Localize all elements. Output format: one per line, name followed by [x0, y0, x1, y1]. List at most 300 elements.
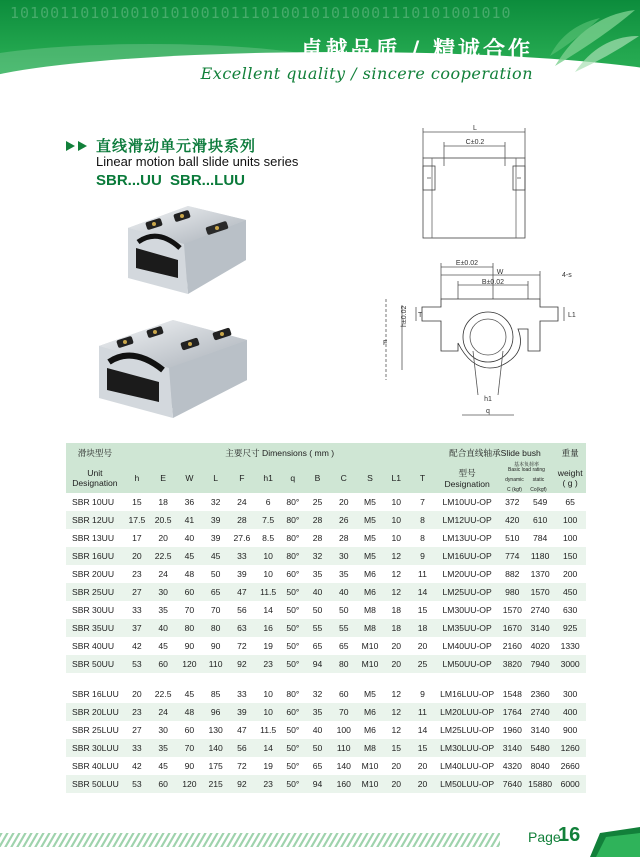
table-cell: 6 — [265, 497, 271, 507]
col-L: L — [203, 463, 229, 493]
table-cell: 18 — [391, 605, 402, 615]
table-cell: 20 — [391, 761, 402, 771]
table-cell: 96 — [210, 707, 221, 717]
banner-title-cn: 卓越品质 / 精诚合作 — [300, 37, 533, 63]
table-cell: 56 — [237, 605, 247, 615]
front-view-diagram — [378, 255, 578, 425]
table-cell: 8 — [420, 515, 425, 525]
table-cell: 27.6 — [233, 533, 251, 543]
table-cell: 20 — [132, 689, 142, 699]
table-cell: M6 — [364, 725, 376, 735]
table-cell: 65 — [312, 641, 323, 651]
table-cell: 94 — [312, 779, 323, 789]
table-cell: 39 — [210, 515, 221, 525]
table-cell: 19 — [263, 761, 273, 771]
table-cell: 45 — [184, 689, 195, 699]
table-cell: 26 — [338, 515, 349, 525]
table-cell: 1260 — [560, 743, 580, 753]
table-cell: 30 — [158, 587, 168, 597]
table-cell: 510 — [505, 533, 520, 543]
table-cell: 23 — [132, 707, 142, 717]
table-cell: 70 — [210, 605, 221, 615]
table-cell: 60° — [286, 569, 300, 579]
table-cell: 20 — [417, 779, 428, 789]
table-cell: 22.5 — [154, 689, 172, 699]
table-cell: 20.5 — [154, 515, 172, 525]
table-cell: 10 — [263, 551, 273, 561]
table-cell: LM35UU-OP — [442, 623, 492, 633]
table-cell: 90 — [210, 641, 221, 651]
table-cell: 50° — [286, 761, 300, 771]
table-cell: 17.5 — [128, 515, 146, 525]
table-row — [66, 547, 586, 565]
unit-designation-cell: SBR 25LUU — [72, 725, 119, 735]
header-model-en1: Unit — [87, 468, 103, 478]
table-cell: LM25LUU-OP — [440, 725, 495, 735]
table-cell: 200 — [562, 569, 578, 579]
dim-h1: h1 — [484, 396, 492, 403]
table-cell: 11.5 — [260, 587, 277, 597]
dim-S: 4-s — [562, 272, 572, 279]
table-cell: 40 — [158, 623, 168, 633]
table-cell: 1370 — [530, 569, 550, 579]
table-cell: 2740 — [530, 707, 550, 717]
table-cell: 80° — [286, 515, 300, 525]
table-cell: 8 — [420, 533, 425, 543]
table-cell: 60 — [158, 659, 168, 669]
table-cell: 1570 — [530, 587, 550, 597]
table-cell: 15 — [417, 743, 428, 753]
unit-designation-cell: SBR 30LUU — [72, 743, 119, 753]
table-cell: 3820 — [502, 659, 522, 669]
col-E: E — [150, 463, 176, 493]
table-cell: 10 — [263, 707, 273, 717]
table-cell: 70 — [338, 707, 349, 717]
table-cell: 30 — [158, 725, 168, 735]
table-cell: 1670 — [502, 623, 522, 633]
table-cell: 16 — [263, 623, 273, 633]
dim-q: q — [486, 408, 490, 415]
table-cell: 50° — [286, 641, 300, 651]
table-cell: M8 — [364, 623, 376, 633]
table-cell: 45 — [158, 641, 168, 651]
table-cell: M10 — [361, 779, 379, 789]
table-cell: 18 — [391, 623, 402, 633]
table-cell: 11.5 — [260, 725, 277, 735]
page-label: Page — [528, 829, 561, 845]
table-cell: 1764 — [502, 707, 522, 717]
table-cell: LM16LUU-OP — [440, 689, 495, 699]
col-q: q — [281, 463, 304, 493]
table-cell: M10 — [361, 641, 379, 651]
table-gap — [66, 673, 586, 685]
table-cell: 450 — [562, 587, 578, 597]
table-cell: 35 — [158, 605, 168, 615]
table-cell: 40 — [312, 725, 323, 735]
table-cell: 17 — [132, 533, 142, 543]
table-cell: 28 — [312, 515, 323, 525]
table-cell: 50 — [338, 605, 349, 615]
table-cell: 65 — [565, 497, 575, 507]
unit-designation-cell: SBR 20LUU — [72, 707, 119, 717]
leaves-icon — [545, 6, 640, 76]
header-slide-bush: 配合直线轴承Slide bush — [436, 443, 555, 463]
header-weight-cn: 重量 — [554, 443, 586, 463]
table-cell: 72 — [237, 641, 247, 651]
table-cell: 32 — [312, 689, 323, 699]
table-cell: 100 — [336, 725, 351, 735]
table-cell: 80° — [286, 533, 300, 543]
table-cell: 28 — [312, 533, 323, 543]
table-cell: 549 — [532, 497, 548, 507]
table-cell: 882 — [505, 569, 520, 579]
table-cell: 33 — [237, 689, 247, 699]
table-cell: 12 — [391, 569, 402, 579]
unit-designation-cell: SBR 50LUU — [72, 779, 119, 789]
table-cell: 20 — [417, 761, 428, 771]
table-row — [66, 583, 586, 601]
table-row — [66, 493, 586, 511]
table-cell: 45 — [158, 761, 168, 771]
table-cell: 774 — [505, 551, 520, 561]
table-cell: 48 — [184, 569, 195, 579]
table-cell: 40 — [184, 533, 195, 543]
table-cell: 18 — [158, 497, 168, 507]
table-cell: M5 — [364, 515, 376, 525]
header-model-en — [66, 463, 124, 493]
load-static: static — [532, 477, 545, 483]
table-cell: 120 — [182, 659, 197, 669]
table-cell: M6 — [364, 707, 376, 717]
col-bush-model — [436, 463, 499, 493]
table-cell: 10 — [391, 497, 402, 507]
table-cell: 53 — [132, 659, 142, 669]
table-cell: 900 — [562, 725, 578, 735]
table-cell: 22.5 — [154, 551, 172, 561]
table-cell: 20 — [338, 497, 349, 507]
table-cell: 20 — [391, 641, 402, 651]
table-cell: 3140 — [530, 623, 550, 633]
table-cell: 3140 — [530, 725, 550, 735]
unit-designation-cell: SBR 50UU — [72, 659, 115, 669]
table-cell: 10 — [391, 515, 402, 525]
table-cell: 3140 — [502, 743, 522, 753]
table-row — [66, 655, 586, 673]
table-cell: 140 — [208, 743, 223, 753]
table-cell: 72 — [237, 761, 247, 771]
table-cell: 1570 — [502, 605, 522, 615]
section-title-en: Linear motion ball slide units series — [96, 154, 299, 169]
table-cell: 25 — [312, 497, 323, 507]
table-cell: 18 — [417, 623, 428, 633]
dim-T: T — [418, 312, 423, 319]
table-cell: LM25UU-OP — [442, 587, 492, 597]
table-cell: LM20UU-OP — [442, 569, 492, 579]
table-cell: 50° — [286, 587, 300, 597]
table-cell: M5 — [364, 497, 376, 507]
table-cell: M5 — [364, 533, 376, 543]
dim-L1: L1 — [568, 312, 576, 319]
table-cell: LM30LUU-OP — [440, 743, 495, 753]
table-cell: M8 — [364, 605, 376, 615]
col-h: h — [124, 463, 150, 493]
table-cell: 7 — [420, 497, 425, 507]
table-cell: 12 — [391, 689, 402, 699]
table-cell: 45 — [184, 551, 195, 561]
dim-E: E±0.02 — [455, 260, 479, 267]
col-T: T — [409, 463, 435, 493]
table-cell: LM13UU-OP — [442, 533, 492, 543]
load-en: Basic load rating — [507, 467, 545, 473]
table-cell: 1180 — [530, 551, 550, 561]
table-cell: 14 — [263, 743, 273, 753]
table-cell: 5480 — [530, 743, 550, 753]
table-cell: 150 — [562, 551, 578, 561]
col-B: B — [304, 463, 330, 493]
table-cell: 6000 — [560, 779, 580, 789]
dim-L: L — [473, 125, 477, 132]
table-cell: 47 — [237, 725, 247, 735]
table-cell: 42 — [132, 641, 142, 651]
table-cell: 420 — [505, 515, 520, 525]
table-cell: 100 — [562, 515, 578, 525]
table-cell: 47 — [237, 587, 247, 597]
table-cell: 400 — [562, 707, 578, 717]
table-cell: 92 — [237, 779, 247, 789]
table-cell: M10 — [361, 761, 379, 771]
table-cell: 60 — [184, 725, 195, 735]
table-cell: 175 — [208, 761, 223, 771]
table-row — [66, 565, 586, 583]
col-load-rating — [499, 463, 555, 493]
col-C: C — [331, 463, 357, 493]
table-cell: LM50LUU-OP — [440, 779, 495, 789]
table-cell: 70 — [184, 743, 195, 753]
col-bush-model-en: Designation — [444, 479, 490, 489]
table-row — [66, 775, 586, 793]
table-cell: 100 — [562, 533, 578, 543]
table-cell: 20 — [417, 641, 428, 651]
table-cell: 925 — [562, 623, 578, 633]
table-cell: 30 — [338, 551, 349, 561]
section-models: SBR...UU SBR...LUU — [96, 172, 246, 189]
table-cell: 23 — [132, 569, 142, 579]
table-cell: 35 — [312, 707, 323, 717]
table-cell: 85 — [210, 689, 221, 699]
col-W: W — [176, 463, 202, 493]
table-cell: 50 — [312, 605, 323, 615]
table-cell: 20 — [391, 779, 402, 789]
table-cell: 28 — [338, 533, 349, 543]
unit-designation-cell: SBR 16UU — [72, 551, 115, 561]
table-cell: 27 — [132, 725, 142, 735]
table-cell: 39 — [237, 707, 247, 717]
page-number: 16 — [558, 824, 581, 846]
table-cell: 2660 — [560, 761, 580, 771]
table-cell: 55 — [312, 623, 323, 633]
top-view-diagram — [410, 122, 545, 247]
table-cell: 65 — [338, 641, 349, 651]
table-cell: 36 — [184, 497, 195, 507]
table-cell: M5 — [364, 689, 376, 699]
table-cell: M10 — [361, 659, 379, 669]
table-cell: 14 — [263, 605, 273, 615]
table-cell: LM40UU-OP — [442, 641, 492, 651]
table-cell: LM50UU-OP — [442, 659, 492, 669]
table-cell: 24 — [237, 497, 247, 507]
table-cell: 630 — [562, 605, 578, 615]
table-cell: 4320 — [502, 761, 522, 771]
table-cell: 20 — [391, 659, 402, 669]
table-cell: 94 — [312, 659, 323, 669]
table-cell: 7.5 — [262, 515, 275, 525]
table-cell: 28 — [237, 515, 247, 525]
table-cell: 25 — [417, 659, 428, 669]
table-cell: 980 — [505, 587, 520, 597]
col-F: F — [229, 463, 255, 493]
dim-W: W — [496, 269, 504, 276]
table-cell: 110 — [336, 743, 351, 753]
table-cell: 48 — [184, 707, 195, 717]
table-cell: M8 — [364, 743, 376, 753]
binary-pattern: 10100110101001010100101110100101010001110101001010 — [10, 4, 512, 22]
table-cell: 27 — [132, 587, 142, 597]
table-cell: 45 — [210, 551, 221, 561]
unit-designation-cell: SBR 40UU — [72, 641, 115, 651]
load-dynamic: dynamic — [505, 477, 524, 483]
table-cell: 24 — [158, 569, 168, 579]
unit-designation-cell: SBR 30UU — [72, 605, 115, 615]
table-cell: 7640 — [502, 779, 522, 789]
table-cell: 50° — [286, 743, 300, 753]
unit-designation-cell: SBR 40LUU — [72, 761, 119, 771]
sbr-luu-photo — [93, 310, 251, 422]
table-cell: 10 — [263, 689, 273, 699]
table-cell: 92 — [237, 659, 247, 669]
dim-C: C±0.2 — [465, 139, 485, 146]
table-cell: 53 — [132, 779, 142, 789]
table-cell: 784 — [532, 533, 548, 543]
table-cell: 8.5 — [262, 533, 275, 543]
table-cell: 11 — [418, 569, 427, 579]
table-cell: 90 — [184, 761, 195, 771]
table-cell: 40 — [312, 587, 323, 597]
table-cell: 160 — [336, 779, 351, 789]
table-cell: 33 — [132, 605, 142, 615]
section-title-cn: 直线滑动单元滑块系列 — [96, 138, 257, 155]
header-dimensions: 主要尺寸 Dimensions ( mm ) — [124, 443, 436, 463]
table-cell: 63 — [237, 623, 247, 633]
weight-en: weight — [557, 468, 583, 478]
table-cell: LM10UU-OP — [442, 497, 492, 507]
table-row — [66, 637, 586, 655]
sbr-uu-photo — [118, 198, 250, 300]
header-banner — [0, 0, 640, 92]
header-model-en2: Designation — [72, 478, 118, 488]
table-cell: 60 — [338, 689, 349, 699]
table-cell: 80 — [210, 623, 221, 633]
table-cell: 14 — [417, 587, 428, 597]
table-cell: 33 — [132, 743, 142, 753]
unit-designation-cell: SBR 35UU — [72, 623, 115, 633]
spec-table — [66, 443, 586, 793]
table-cell: 7940 — [530, 659, 550, 669]
table-cell: 9 — [420, 689, 425, 699]
table-row — [66, 721, 586, 739]
dim-B: B±0.02 — [481, 279, 505, 286]
double-arrow-icon — [66, 140, 92, 152]
col-h1: h1 — [255, 463, 281, 493]
unit-designation-cell: SBR 16LUU — [72, 689, 119, 699]
table-cell: M6 — [364, 587, 376, 597]
table-cell: 20 — [132, 551, 142, 561]
table-cell: LM12UU-OP — [442, 515, 492, 525]
table-cell: 50° — [286, 659, 300, 669]
table-cell: 12 — [391, 725, 402, 735]
table-cell: 14 — [417, 725, 428, 735]
table-cell: M5 — [364, 551, 376, 561]
table-cell: 50° — [286, 605, 300, 615]
unit-designation-cell: SBR 10UU — [72, 497, 115, 507]
table-cell: 41 — [184, 515, 195, 525]
table-cell: 2360 — [530, 689, 550, 699]
table-cell: 80 — [338, 659, 349, 669]
table-cell: 215 — [208, 779, 223, 789]
load-cn: 基本负荷率 — [513, 462, 539, 468]
table-cell: 39 — [237, 569, 247, 579]
table-cell: LM16UU-OP — [442, 551, 492, 561]
table-cell: 56 — [237, 743, 247, 753]
dim-F: F — [383, 340, 388, 347]
table-cell: 610 — [532, 515, 548, 525]
unit-designation-cell: SBR 25UU — [72, 587, 115, 597]
header-model-cn: 滑块型号 — [66, 443, 124, 463]
table-cell: 372 — [505, 497, 520, 507]
weight-unit: ( g ) — [562, 478, 578, 488]
table-cell: 33 — [237, 551, 247, 561]
table-cell: 32 — [312, 551, 323, 561]
table-cell: 39 — [210, 533, 221, 543]
table-cell: 10 — [391, 533, 402, 543]
table-cell: 130 — [208, 725, 223, 735]
table-cell: 110 — [208, 659, 223, 669]
table-cell: 35 — [158, 743, 168, 753]
table-cell: 15 — [132, 497, 142, 507]
table-cell: 15 — [391, 743, 402, 753]
table-cell: 50° — [286, 779, 300, 789]
table-cell: LM40LUU-OP — [440, 761, 495, 771]
table-cell: 60 — [158, 779, 168, 789]
table-cell: 140 — [336, 761, 351, 771]
table-cell: 50° — [286, 623, 300, 633]
table-cell: LM20LUU-OP — [440, 707, 495, 717]
unit-designation-cell: SBR 20UU — [72, 569, 115, 579]
col-weight — [554, 463, 586, 493]
table-cell: M6 — [364, 569, 376, 579]
table-cell: 80° — [286, 689, 300, 699]
table-cell: 1960 — [502, 725, 522, 735]
table-row — [66, 601, 586, 619]
table-row — [66, 739, 586, 757]
table-cell: 12 — [391, 707, 402, 717]
table-cell: 23 — [263, 659, 273, 669]
table-cell: 24 — [158, 707, 168, 717]
table-cell: 80° — [286, 551, 300, 561]
table-cell: 8040 — [530, 761, 550, 771]
table-cell: 1330 — [560, 641, 580, 651]
table-cell: 50 — [312, 743, 323, 753]
table-cell: 23 — [263, 779, 273, 789]
